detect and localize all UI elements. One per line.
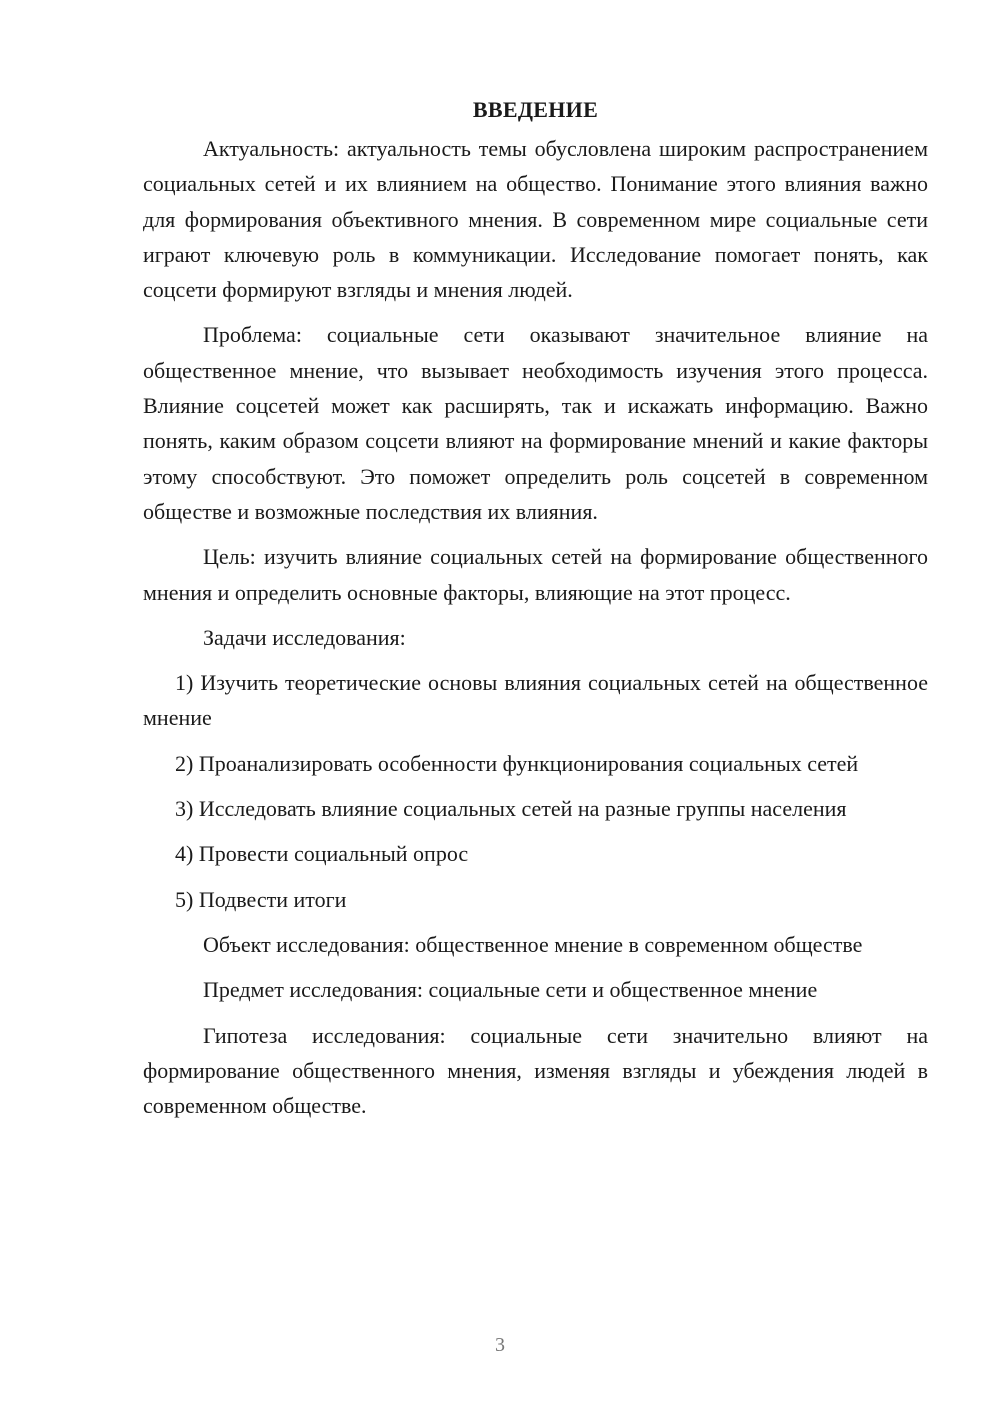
task-item: 1) Изучить теоретические основы влияния социальных сетей на общественное мнение: [143, 670, 928, 731]
subject-paragraph: Предмет исследования: социальные сети и общественное мнение: [203, 977, 818, 1003]
task-item: 3) Исследовать влияние социальных сетей на разные группы населения: [175, 796, 847, 822]
tasks-label: Задачи исследования:: [203, 624, 406, 650]
document-page: [143, 90, 928, 1133]
task-item: 5) Подвести итоги: [175, 886, 347, 912]
relevance-paragraph: Актуальность: актуальность темы обусловлена широким распространением социальных сетей и их влиянием на общество. Понимание этого влияния важно для формирования объективного мнения. В современном мире социальные сети играют ключевую роль в коммуникации. Исследование помогает понять, как соцсети формируют взгляды и мнения людей.: [143, 136, 928, 303]
hypothesis-paragraph: Гипотеза исследования: социальные сети значительно влияют на формирование общественного мнения, изменяя взгляды и убеждения людей в современном обществе.: [143, 1022, 928, 1119]
task-item: 4) Провести социальный опрос: [175, 841, 469, 867]
page-number: 3: [495, 1334, 505, 1356]
problem-paragraph: Проблема: социальные сети оказывают значительное влияние на общественное мнение, что вызывает необходимость изучения этого процесса. Влияние соцсетей может как расширять, так и искажать информацию. Важно понять, каким образом соцсети влияют на формирование мнений и какие факторы этому способствуют. Это поможет определить роль соцсетей в современном обществе и возможные последствия их влияния.: [143, 322, 928, 524]
section-heading: ВВЕДЕНИЕ: [472, 97, 599, 122]
task-item: 2) Проанализировать особенности функционирования социальных сетей: [175, 750, 859, 776]
goal-paragraph: Цель: изучить влияние социальных сетей на формирование общественного мнения и определить основные факторы, влияющие на этот процесс.: [143, 544, 928, 605]
object-paragraph: Объект исследования: общественное мнение в современном обществе: [203, 931, 863, 957]
